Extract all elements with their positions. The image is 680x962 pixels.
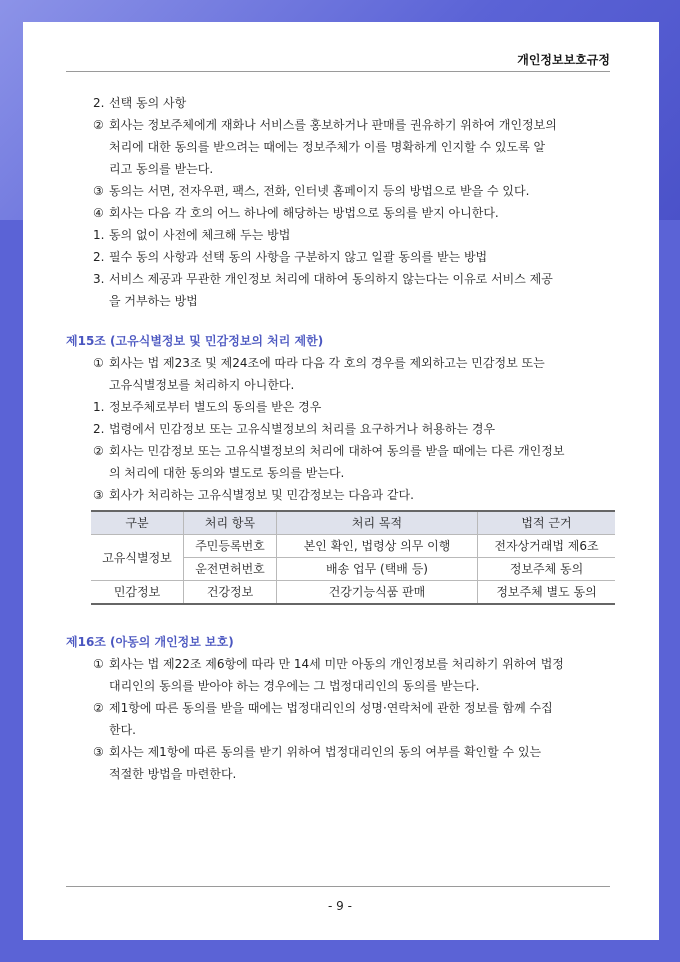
table-cell: 전자상거래법 제6조 bbox=[478, 535, 616, 558]
list-item-continuation: 을 거부하는 방법 bbox=[109, 294, 198, 308]
list-item: 2. 법령에서 민감정보 또는 고유식별정보의 처리를 요구하거나 허용하는 경우 bbox=[93, 422, 496, 436]
table-cell: 정보주체 동의 bbox=[478, 558, 616, 581]
table-cell: 본인 확인, 법령상 의무 이행 bbox=[277, 535, 478, 558]
paragraph-3: ③ 회사가 처리하는 고유식별정보 및 민감정보는 다음과 같다. bbox=[66, 484, 610, 506]
table-header-cell: 처리 목적 bbox=[277, 511, 478, 535]
circled-number: ② bbox=[93, 701, 104, 715]
table-row bbox=[91, 535, 615, 558]
paragraph-3: ③ 동의는 서면, 전자우편, 팩스, 전화, 인터넷 홈페이지 등의 방법으로 받을 수 있다. bbox=[66, 180, 610, 202]
paragraph-continuation: 리고 동의를 받는다. bbox=[109, 162, 214, 176]
table-row bbox=[91, 581, 615, 605]
table-cell: 건강기능식품 판매 bbox=[277, 581, 478, 605]
paragraph-continuation: 처리에 대한 동의를 받으려는 때에는 정보주체가 이를 명확하게 인지할 수 있도록 알 bbox=[109, 140, 546, 154]
page-number: - 9 - bbox=[328, 899, 352, 913]
paragraph-continuation: 적절한 방법을 마련한다. bbox=[109, 767, 237, 781]
document-body bbox=[66, 92, 610, 785]
paragraph-continuation: 한다. bbox=[109, 723, 136, 737]
table-cell: 배송 업무 (택배 등) bbox=[277, 558, 478, 581]
paragraph-2: ② 회사는 민감정보 또는 고유식별정보의 처리에 대하여 동의를 받을 때에는 다른 개인정보 bbox=[66, 440, 610, 462]
list-item: 2. 선택 동의 사항 bbox=[93, 96, 187, 110]
header-divider bbox=[66, 71, 610, 72]
table-header-cell: 구분 bbox=[91, 511, 184, 535]
paragraph-1: ① 회사는 법 제23조 및 제24조에 따라 다음 각 호의 경우를 제외하고는 민감정보 또는 bbox=[66, 352, 610, 374]
table-cell: 민감정보 bbox=[91, 581, 184, 605]
paragraph-2: ② 회사는 정보주체에게 재화나 서비스를 홍보하거나 판매를 권유하기 위하여 개인정보의 bbox=[66, 114, 610, 136]
circled-number: ② bbox=[93, 118, 104, 132]
table-cell: 정보주체 별도 동의 bbox=[478, 581, 616, 605]
paragraph-1: ① 회사는 법 제22조 제6항에 따라 만 14세 미만 아동의 개인정보를 처리하기 위하여 법정 bbox=[66, 653, 610, 675]
section-heading-article-16: 제16조 (아동의 개인정보 보호) bbox=[66, 635, 234, 649]
paragraph-2: ② 제1항에 따른 동의를 받을 때에는 법정대리인의 성명·연락처에 관한 정보를 함께 수집 bbox=[66, 697, 610, 719]
table-cell: 운전면허번호 bbox=[184, 558, 277, 581]
circled-number: ③ bbox=[93, 488, 104, 502]
section-heading-article-15: 제15조 (고유식별정보 및 민감정보의 처리 제한) bbox=[66, 334, 324, 348]
table-header-cell: 처리 항목 bbox=[184, 511, 277, 535]
paragraph-continuation: 의 처리에 대한 동의와 별도로 동의를 받는다. bbox=[109, 466, 345, 480]
table-cell: 주민등록번호 bbox=[184, 535, 277, 558]
table-cell: 고유식별정보 bbox=[91, 535, 184, 581]
circled-number: ③ bbox=[93, 745, 104, 759]
circled-number: ④ bbox=[93, 206, 104, 220]
sensitive-info-table bbox=[91, 510, 615, 605]
footer-divider bbox=[66, 886, 610, 887]
list-item: 1. 동의 없이 사전에 체크해 두는 방법 bbox=[93, 228, 291, 242]
table-header-row bbox=[91, 511, 615, 535]
paragraph-4: ④ 회사는 다음 각 호의 어느 하나에 해당하는 방법으로 동의를 받지 아니한다. bbox=[66, 202, 610, 224]
list-item: 1. 정보주체로부터 별도의 동의를 받은 경우 bbox=[93, 400, 322, 414]
circled-number: ③ bbox=[93, 184, 104, 198]
circled-number: ① bbox=[93, 657, 104, 671]
circled-number: ② bbox=[93, 444, 104, 458]
paragraph-continuation: 대리인의 동의를 받아야 하는 경우에는 그 법정대리인의 동의를 받는다. bbox=[109, 679, 480, 693]
list-item: 3. 서비스 제공과 무관한 개인정보 처리에 대하여 동의하지 않는다는 이유로 서비스 제공 bbox=[93, 272, 553, 286]
list-item: 2. 필수 동의 사항과 선택 동의 사항을 구분하지 않고 일괄 동의를 받는 방법 bbox=[93, 250, 488, 264]
table-cell: 건강정보 bbox=[184, 581, 277, 605]
paragraph-3: ③ 회사는 제1항에 따른 동의를 받기 위하여 법정대리인의 동의 여부를 확인할 수 있는 bbox=[66, 741, 610, 763]
table-header-cell: 법적 근거 bbox=[478, 511, 616, 535]
paragraph-continuation: 고유식별정보를 처리하지 아니한다. bbox=[109, 378, 295, 392]
bottom-band bbox=[0, 940, 680, 962]
document-header-title: 개인정보보호규정 bbox=[517, 53, 610, 67]
circled-number: ① bbox=[93, 356, 104, 370]
